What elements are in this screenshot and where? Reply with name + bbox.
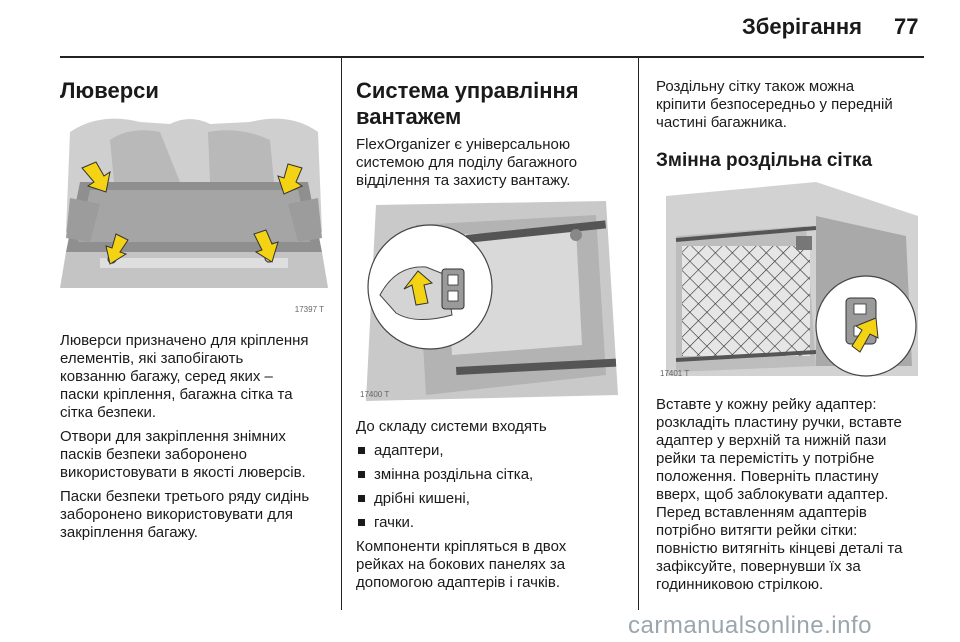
intro-paragraph: FlexOrganizer є універсальною системою для поділу багажного відділення та захисту вантажу. <box>356 136 578 189</box>
section-heading-divider-net: Змінна роздільна сітка <box>656 150 873 171</box>
net-adapter-drawing <box>656 176 924 382</box>
header-divider <box>60 56 924 58</box>
component-list <box>356 442 632 532</box>
trunk-eyelets-drawing <box>60 112 328 318</box>
figure-code: 17400 T <box>360 390 390 399</box>
paragraph: Люверси призначено для кріплення елементів, які запобігають ковзанню багажу, серед яких – паски кріплення, багажна сітка та сітка безпеки. <box>60 332 309 421</box>
paragraph: Вставте у кожну рейку адаптер: розкладіть пластину ручки, вставте адаптер у верхній та нижній пази рейки та перемістіть у потрібне положення. Поверніть пластину вверх, щоб заблокувати адаптер. Перед вставленням адаптерів потрібно витягти рейки сітки: повністю витягніть кінцеві деталі та зафіксуйте, повернувши їх за годинниковою стрілкою. <box>656 396 903 593</box>
paragraph: Паски безпеки третього ряду сидінь заборонено використовувати для закріплення багажу. <box>60 488 310 541</box>
section-heading-eyelets: Люверси <box>60 78 159 103</box>
bullet-square-icon <box>358 495 365 502</box>
left-column <box>60 78 335 104</box>
eyelets-illustration <box>60 112 328 318</box>
paragraph: Компоненти кріпляться в двох рейках на бокових панелях за допомогою адаптерів і гачків. <box>356 538 567 591</box>
right-column-body <box>656 396 931 594</box>
figure-code: 17397 T <box>294 305 324 314</box>
bullet-square-icon <box>358 471 365 478</box>
left-column-body <box>60 332 335 548</box>
column-divider-1 <box>341 58 342 610</box>
running-header-title: Зберігання <box>742 14 862 39</box>
side-panel-rail-drawing <box>356 195 624 403</box>
figure-code: 17401 T <box>660 369 690 378</box>
list-intro: До складу системи входять <box>356 418 547 435</box>
list-item: гачки. <box>356 514 632 532</box>
list-item: дрібні кишені, <box>356 490 632 508</box>
page-number: 77 <box>894 14 919 39</box>
flexorganizer-illustration <box>356 195 624 403</box>
section-heading-cargo-management: Система управління вантажем <box>356 78 579 129</box>
column-divider-2 <box>638 58 639 610</box>
bullet-square-icon <box>358 447 365 454</box>
divider-net-illustration <box>656 176 924 382</box>
intro-paragraph: Роздільну сітку також можна кріпити безпосередньо у передній частині багажника. <box>656 78 893 131</box>
bullet-square-icon <box>358 519 365 526</box>
middle-column <box>356 78 632 190</box>
paragraph: Отвори для закріплення знімних пасків безпеки заборонено використовувати в якості люверсів. <box>60 428 306 481</box>
site-watermark: carmanualsonline.info <box>628 612 872 639</box>
list-item: адаптери, <box>356 442 632 460</box>
middle-column-body <box>356 418 632 592</box>
list-item: змінна роздільна сітка, <box>356 466 632 484</box>
right-column <box>656 78 931 172</box>
